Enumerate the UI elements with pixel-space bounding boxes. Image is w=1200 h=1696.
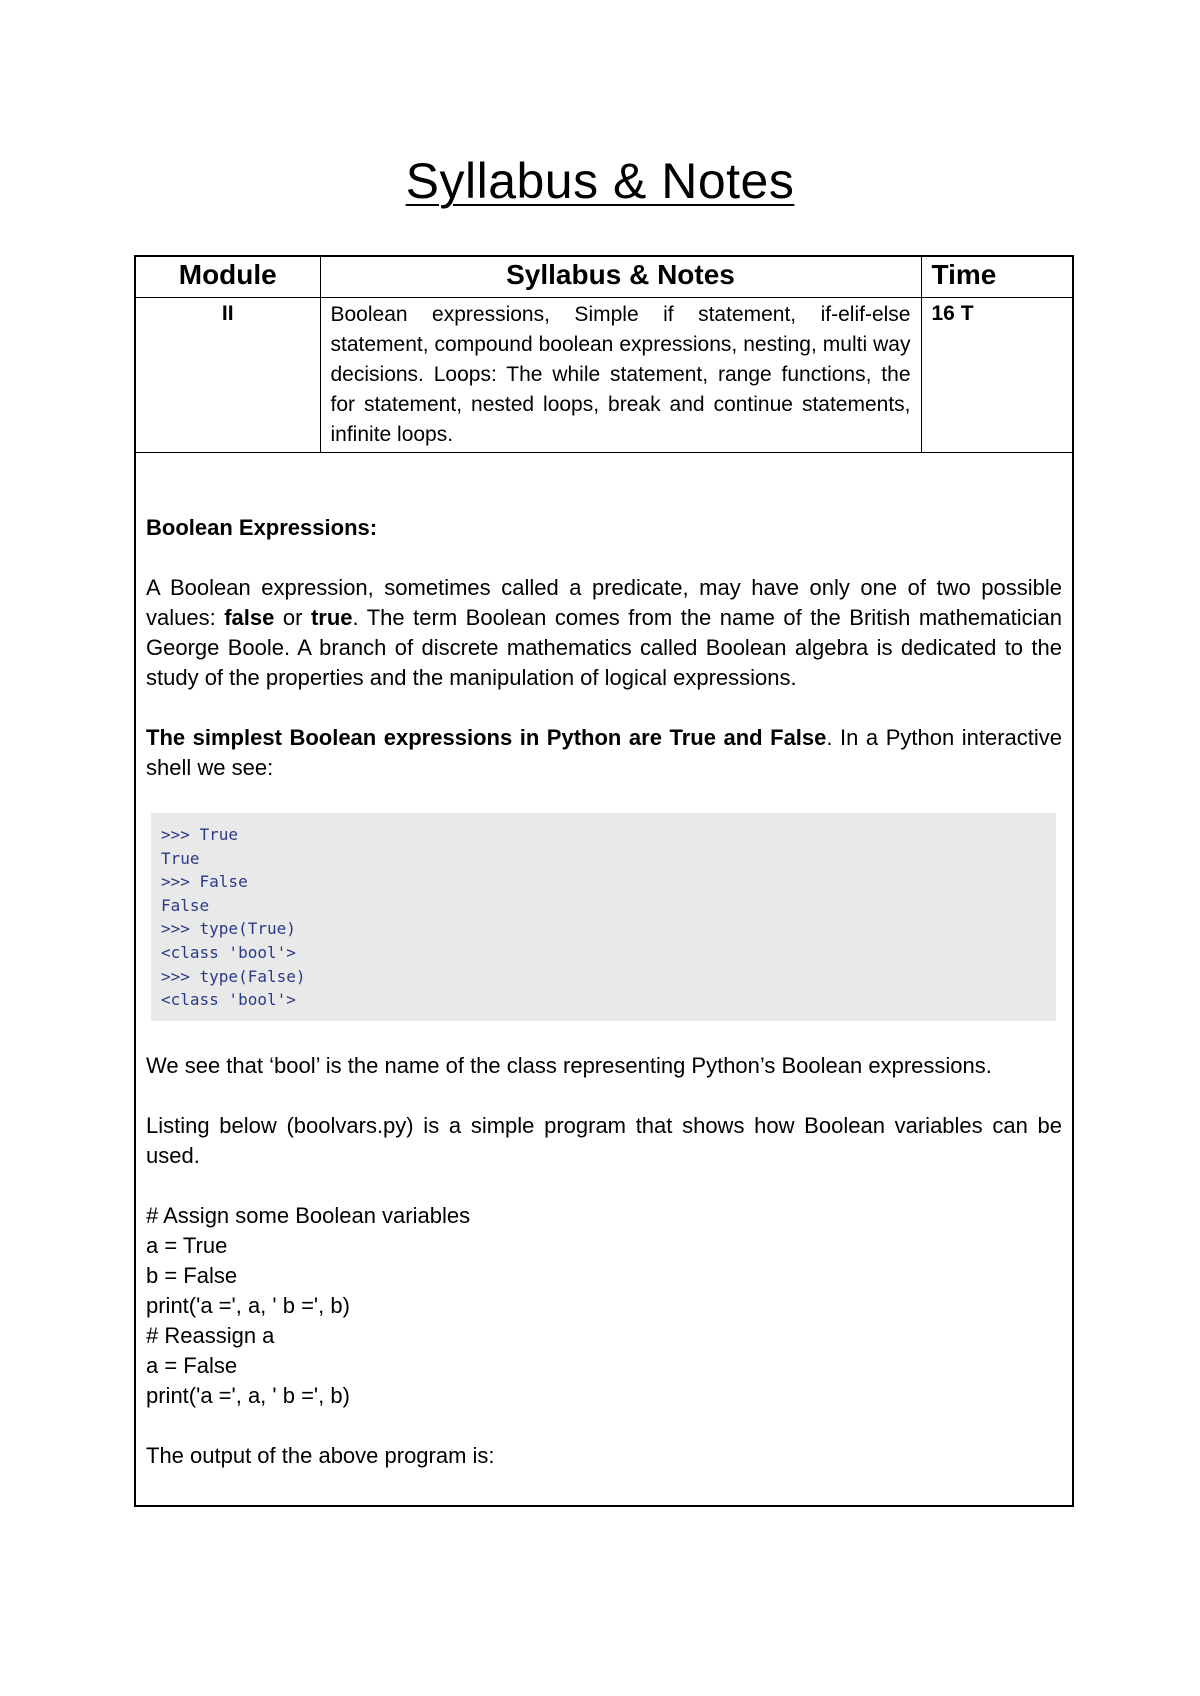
notes-section bbox=[136, 513, 1072, 1471]
syllabus-cell: Boolean expressions, Simple if statement, if-elif-else statement, compound boolean expressions, nesting, multi way decisions. Loops: The while statement, range functions, the for statement, nested loops, break and continue statements, infinite loops. bbox=[320, 298, 921, 453]
para1-bold-true: true bbox=[310, 605, 353, 630]
program-line: a = True bbox=[146, 1233, 228, 1258]
program-line: print('a =', a, ' b =', b) bbox=[146, 1293, 350, 1318]
program-line: b = False bbox=[146, 1263, 238, 1288]
para1-text-end: . The term Boolean comes from the name of the British mathematician George Boole. A branch of discrete mathematics called Boolean algebra is dedicated to the study of the properties and the manipulation of logical expressions. bbox=[146, 605, 1062, 690]
code-line: True bbox=[161, 848, 200, 868]
syllabus-frame bbox=[134, 255, 1074, 1507]
code-line: <class 'bool'> bbox=[161, 990, 296, 1010]
section-heading: Boolean Expressions: bbox=[146, 515, 378, 540]
program-line: print('a =', a, ' b =', b) bbox=[146, 1383, 350, 1408]
syllabus-table bbox=[136, 257, 1072, 453]
time-cell: 16 T bbox=[921, 298, 1072, 453]
code-snippet bbox=[151, 813, 1056, 1021]
program-line: a = False bbox=[146, 1353, 238, 1378]
module-cell: II bbox=[136, 298, 320, 453]
paragraph-listing-intro: Listing below (boolvars.py) is a simple program that shows how Boolean variables can be used. bbox=[146, 1113, 1062, 1168]
table-header-row bbox=[136, 257, 1072, 298]
page-title: Syllabus & Notes bbox=[405, 153, 795, 209]
code-line: >>> False bbox=[161, 872, 248, 892]
program-listing bbox=[146, 1201, 1062, 1411]
paragraph-boolean-intro bbox=[146, 573, 1062, 693]
paragraph-simplest-expressions bbox=[146, 723, 1062, 783]
syllabus-header: Syllabus & Notes bbox=[320, 257, 921, 298]
program-line: # Assign some Boolean variables bbox=[146, 1203, 471, 1228]
paragraph-output-intro: The output of the above program is: bbox=[146, 1443, 495, 1468]
code-line: False bbox=[161, 895, 210, 915]
code-line: >>> True bbox=[161, 825, 239, 844]
table-row bbox=[136, 298, 1072, 453]
code-line: >>> type(True) bbox=[161, 919, 296, 939]
paragraph-bool-class: We see that ‘bool’ is the name of the class representing Python’s Boolean expressions. bbox=[146, 1053, 992, 1078]
code-line: <class 'bool'> bbox=[161, 942, 296, 962]
code-line: >>> type(False) bbox=[161, 966, 306, 986]
spacer bbox=[146, 1411, 1062, 1441]
para1-text-mid: or bbox=[274, 605, 311, 630]
module-header: Module bbox=[136, 257, 320, 298]
program-line: # Reassign a bbox=[146, 1323, 275, 1348]
time-header: Time bbox=[921, 257, 1072, 298]
para2-bold: The simplest Boolean expressions in Python are True and False bbox=[146, 725, 827, 750]
para2-text-end: . In a Python interactive shell we see: bbox=[146, 725, 1063, 780]
para1-text-start: A Boolean expression, sometimes called a predicate, may have only one of two possible values: bbox=[146, 575, 1062, 630]
para1-bold-false: false bbox=[224, 605, 275, 630]
